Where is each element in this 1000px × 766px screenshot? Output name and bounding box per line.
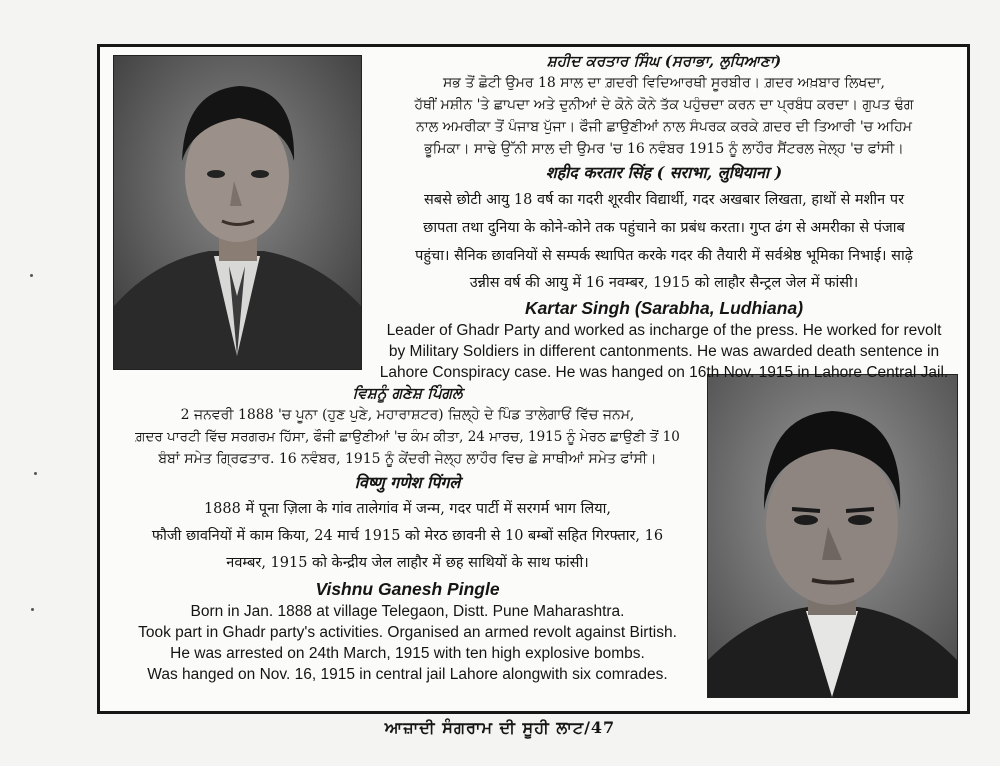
vishnu-pingle-portrait [707,374,958,698]
kartar-text-punjabi-line: ਹੱਥੀਂ ਮਸ਼ੀਨ 'ਤੇ ਛਾਪਦਾ ਅਤੇ ਦੁਨੀਆਂ ਦੇ ਕੋਨੇ ਕੋਨੇ ਤੱਕ ਪਹੁੰਚਦਾ ਕਰਨ ਦਾ ਪ੍ਰਬੰਧ ਕਰਦਾ। ਗੁਪਤ ਢੰਗ [414,97,914,113]
kartar-singh-section [364,50,964,383]
kartar-text-punjabi-line: ਭੂਮਿਕਾ। ਸਾਢੇ ਉੱਨੀ ਸਾਲ ਦੀ ਉਮਰ 'ਚ 16 ਨਵੰਬਰ 1915 ਨੂੰ ਲਾਹੌਰ ਸੈਂਟਰਲ ਜੇਲ੍ਹ 'ਚ ਫਾਂਸੀ। [424,141,904,157]
vishnu-text-english-line: Took part in Ghadr party's activities. Organised an armed revolt against Birtish. [138,624,677,641]
kartar-text-punjabi-line: ਨਾਲ ਅਮਰੀਕਾ ਤੋਂ ਪੰਜਾਬ ਪੁੱਜਾ। ਫੌਜੀ ਛਾਉਣੀਆਂ ਨਾਲ ਸੰਪਰਕ ਕਰਕੇ ਗ਼ਦਰ ਦੀ ਤਿਆਰੀ 'ਚ ਅਹਿਮ [415,119,913,135]
vishnu-text-english-line: Was hanged on Nov. 16, 1915 in central jail Lahore alongwith six comrades. [147,666,668,683]
scan-speck [34,472,37,475]
kartar-text-punjabi-line: ਸਭ ਤੋਂ ਛੋਟੀ ਉਮਰ 18 ਸਾਲ ਦਾ ਗ਼ਦਰੀ ਵਿਦਿਆਰਥੀ ਸੂਰਬੀਰ। ਗ਼ਦਰ ਅਖ਼ਬਾਰ ਲਿਖਦਾ, [442,75,886,91]
kartar-text-english-line: Lahore Conspiracy case. He was hanged on 16th Nov. 1915 in Lahore Central Jail. [379,364,949,381]
kartar-text-english-line: Leader of Ghadr Party and worked as incharge of the press. He worked for revolt [386,322,942,339]
kartar-text-english-line: by Military Soldiers in different cantonments. He was awarded death sentence in [388,343,940,360]
vishnu-text-english-line: Born in Jan. 1888 at village Telegaon, Distt. Pune Maharashtra. [190,603,625,620]
kartar-heading-english: Kartar Singh (Sarabha, Ludhiana) [524,298,804,318]
page-footer: ਆਜ਼ਾਦੀ ਸੰਗਰਾਮ ਦੀ ਸੂਹੀ ਲਾਟ/47 [384,718,616,737]
vishnu-heading-hindi: विष्णु गणेश पिंगले [354,473,461,492]
vishnu-text-hindi-line: नवम्बर, 1915 को केन्द्रीय जेल लाहौर में छह साथियों के साथ फांसी। [226,555,589,571]
vishnu-text-hindi-line: 1888 में पूना ज़िला के गांव तालेगांव में जन्म, गदर पार्टी में सरगर्म भाग लिया, [203,501,612,517]
kartar-singh-portrait [113,55,362,370]
kartar-text-hindi-line: पहुंचा। सैनिक छावनियों से सम्पर्क स्थापित करके गदर की तैयारी में सर्वश्रेष्ठ भूमिका निभाई। साढ़े [415,248,913,264]
kartar-text-hindi-line: छापता तथा दुनिया के कोने-कोने तक पहुंचाने का प्रबंध करता। गुप्त ढंग से अमरीका से पंजाब [423,220,905,236]
vishnu-text-punjabi-line: ਗ਼ਦਰ ਪਾਰਟੀ ਵਿੱਚ ਸਰਗਰਮ ਹਿੱਸਾ, ਫੌਜੀ ਛਾਉਣੀਆਂ 'ਚ ਕੰਮ ਕੀਤਾ, 24 ਮਾਰਚ, 1915 ਨੂੰ ਮੇਰਠ ਛਾਉਣੀ ਤੋਂ 10 [135,429,680,445]
kartar-heading-hindi: शहीद करतार सिंह ( सराभा, लुधियाना ) [545,163,783,182]
vishnu-pingle-section [115,382,700,685]
vishnu-text-punjabi-line: 2 ਜਨਵਰੀ 1888 'ਚ ਪੂਨਾ (ਹੁਣ ਪੁਣੇ, ਮਹਾਰਾਸ਼ਟਰ) ਜ਼ਿਲ੍ਹੇ ਦੇ ਪਿੰਡ ਤਾਲੇਗਾਓਂ ਵਿੱਚ ਜਨਮ, [180,407,635,423]
vishnu-text-punjabi-line: ਬੰਬਾਂ ਸਮੇਤ ਗ੍ਰਿਫਤਾਰ. 16 ਨਵੰਬਰ, 1915 ਨੂੰ ਕੇਂਦਰੀ ਜੇਲ੍ਹ ਲਾਹੌਰ ਵਿਚ ਛੇ ਸਾਥੀਆਂ ਸਮੇਤ ਫਾਂਸੀ। [158,451,657,467]
vishnu-heading-punjabi: ਵਿਸ਼ਨੂੰ ਗਣੇਸ਼ ਪਿੰਗਲੇ [352,384,463,402]
scan-speck [31,608,34,611]
scan-speck [30,274,33,277]
vishnu-text-english-line: He was arrested on 24th March, 1915 with ten high explosive bombs. [170,645,645,662]
vishnu-heading-english: Vishnu Ganesh Pingle [315,579,500,599]
kartar-text-hindi-line: सबसे छोटी आयु 18 वर्ष का गदरी शूरवीर विद्यार्थी, गदर अखबार लिखता, हाथों से मशीन पर [424,192,904,208]
kartar-text-hindi-line: उन्नीस वर्ष की आयु में 16 नवम्बर, 1915 को लाहौर सैन्ट्रल जेल में फांसी। [469,275,859,291]
vishnu-text-hindi-line: फौजी छावनियों में काम किया, 24 मार्च 1915 को मेरठ छावनी से 10 बम्बों सहित गिरफ्तार, 16 [151,528,664,544]
kartar-heading-punjabi: ਸ਼ਹੀਦ ਕਰਤਾਰ ਸਿੰਘ (ਸਰਾਭਾ, ਲੁਧਿਆਣਾ) [546,52,782,70]
